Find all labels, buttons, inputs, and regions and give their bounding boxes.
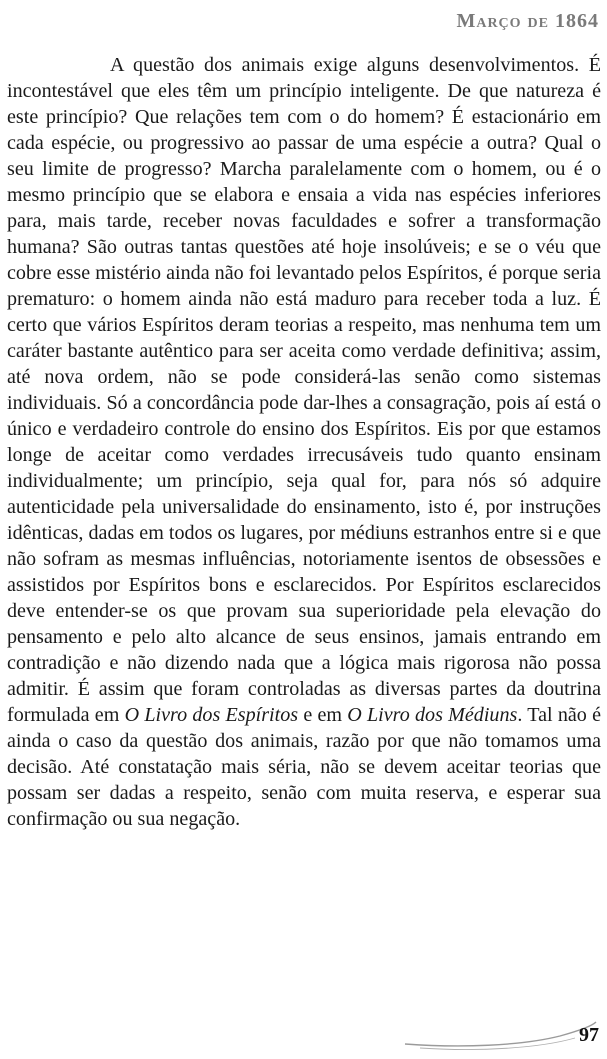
paragraph-text-1: A questão dos animais exige alguns desenvolvimentos. É incontestável que eles têm um princípio inteligente. De que natureza é este princípio? Que relações tem com o do homem? É estacionário em cada espécie, ou progressivo ao passar de uma espécie a outra? Qual o seu limite de progresso? Marcha paralelamente com o homem, ou é o mesmo princípio que se elabora e ensaia a vida nas espécies inferiores para, mais tarde, receber novas faculdades e sofrer a transformação humana? São outras tantas questões até hoje insolúveis; e se o véu que cobre esse mistério ainda não foi levantado pelos Espíritos, é porque seria prematuro: o homem ainda não está maduro para receber toda a luz. É certo que vários Espíritos deram teorias a respeito, mas nenhuma tem um caráter bastante autêntico para ser aceita como verdade definitiva; assim, até nova ordem, não se pode considerá-las senão como sistemas individuais. Só a concordância pode dar-lhes a consagração, pois aí está o único e verdadeiro controle do ensino dos Espíritos. Eis por que estamos longe de aceitar como verdades irrecusáveis tudo quanto ensinam individualmente; um princípio, seja qual for, para nós só adquire autenticidade pela universalidade do ensinamento, isto é, por instruções idênticas, dadas em todos os lugares, por médiuns estranhos entre si e que não sofram as mesmas influências, notoriamente isentos de obsessões e assistidos por Espíritos bons e esclarecidos. Por Espíritos esclarecidos deve entender-se os que provam sua superioridade pela elevação do pensamento e pelo alto alcance de seus ensinos, jamais entrando em contradição e não dizendo nada que a lógica mais rigorosa não possa admitir. É assim que foram controladas as diversas partes da doutrina formulada em xyxy=(7,54,601,726)
page-number: 97 xyxy=(579,1024,599,1046)
footer-swash-ornament xyxy=(400,1014,600,1054)
paragraph xyxy=(7,52,601,832)
paragraph-text-2: . Tal não é ainda o caso da questão dos animais, razão por que não tomamos uma decisão. Até constatação mais séria, não se devem aceitar teorias que possam ser dadas a respeito, senão com muita reserva, e esperar sua confirmação ou sua negação. xyxy=(7,704,601,830)
book-title-livro-mediuns: O Livro dos Médiuns xyxy=(347,704,518,726)
running-header: Março de 1864 xyxy=(456,10,599,32)
paragraph-connector: e em xyxy=(303,704,343,726)
book-title-livro-espiritos: O Livro dos Espíritos xyxy=(124,704,299,726)
body-text xyxy=(7,52,601,832)
